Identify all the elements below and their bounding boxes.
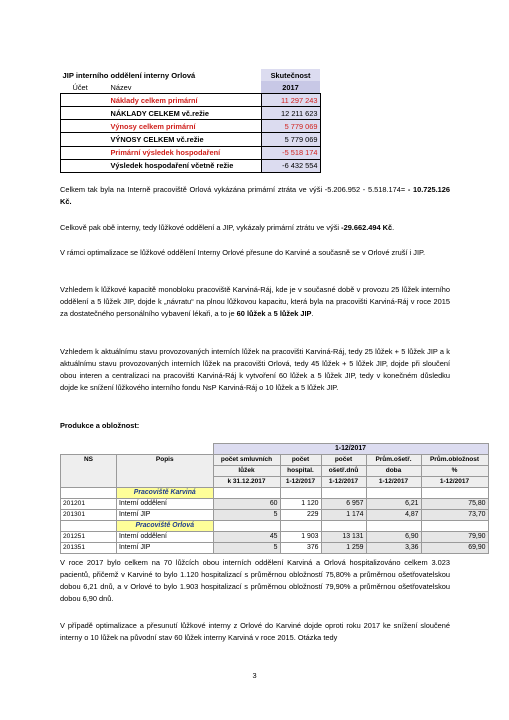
table-row: 201251 Interní oddělení 45 1 903 13 131 6,90 79,90	[61, 532, 489, 543]
jip-economics-table	[60, 69, 321, 173]
section-heading-production: Produkce a obložnost:	[60, 421, 140, 430]
paragraph-merge: Vzhledem k aktuálnímu stavu provozovaných interních lůžek na pracovišti Karviná-Ráj, tedy 25 lůžek + 5 lůžek JIP a k aktuálnímu stavu provozovaných interních lůžek na pracovišti Orlová, tedy 45 lůžek + 5 lůžek JIP, dojde při sloučení obou interen a centralizaci na pracovišti Karviná-Ráj k vytvoření 60 lůžek a 5 lůžek JIP, tedy v konečném důsledku dojde ke snížení lůžkového interního fondu NsP Karviná-Ráj o 10 lůžek a 5 lůžek JIP.	[60, 347, 450, 392]
table-row: Náklady celkem primární 11 297 243	[61, 94, 321, 107]
section-label-karvina: Pracoviště Karviná	[117, 488, 214, 499]
paragraph-optimization: V rámci optimalizace se lůžkové oddělení Interny Orlové přesune do Karviné a současně se v Orlové zruší i JIP.	[60, 248, 426, 257]
table-row: VÝNOSY CELKEM vč.režie 5 779 069	[61, 133, 321, 146]
table-title: JIP interního oddělení interny Orlová	[62, 70, 196, 80]
paragraph-total-loss-both: Celkově pak obě interny, tedy lůžkové oddělení a JIP, vykázaly primární ztrátu ve výši -29.662.494 Kč.	[60, 223, 395, 232]
table-row: Výnosy celkem primární 5 779 069	[61, 120, 321, 133]
page-number: 3	[252, 671, 257, 680]
production-occupancy-table: 1-12/2017 NS Popis počet smluvních počet počet Prům.ošetř. Prům.obložnost lůžek hospital. ošetř.dnů doba % k 31.12.2017 1-12/2017 1-12/2017 1-12/2017 1-12/2017 Pracoviště Karviná 201201 Interní oddělení 60 1 120 6 957 6,21 75,80 201301 Interní JIP 5 229 1 174 4,87 73,70 Pracoviště Orlová 201251 Interní oddělení 45 1 903 13 131 6,90 79,90 201351 Interní JIP 5 376 1 259 3,36 69,90	[60, 443, 489, 554]
table-row: 201301 Interní JIP 5 229 1 174 4,87 73,70	[61, 510, 489, 521]
paragraph-optimization-reduction: V případě optimalizace a přesunutí lůžkové interny z Orlové do Karviné dojde oproti roku 2017 ke snížení sloučené interny o 10 lůžek na původní stav 60 lůžek interny Karviná v roce 2015. Otázka tedy	[60, 621, 450, 642]
column-header-name: Název	[110, 82, 132, 92]
column-header-ns: NS	[61, 455, 117, 488]
table-row: Primární výsledek hospodaření -5 518 174	[61, 146, 321, 159]
column-header-year: 2017	[261, 81, 320, 94]
column-header-popis: Popis	[117, 455, 214, 488]
column-header-actual: Skutečnost	[261, 69, 320, 81]
table-row: NÁKLADY CELKEM vč.režie 12 211 623	[61, 107, 321, 120]
paragraph-total-loss-orlova: Celkem tak byla na Interně pracoviště Orlová vykázána primární ztráta ve výši -5.206.952 - 5.518.174= - 10.725.126 Kč.	[60, 185, 450, 206]
table-row: 201201 Interní oddělení 60 1 120 6 957 6,21 75,80	[61, 499, 489, 510]
column-header-account: Účet	[72, 82, 88, 92]
period-header: 1-12/2017	[213, 444, 488, 455]
table-row: Výsledek hospodaření včetně režie -6 432 554	[61, 159, 321, 172]
section-label-orlova: Pracoviště Orlová	[117, 521, 214, 532]
paragraph-capacity: Vzhledem k lůžkové kapacitě monobloku pracoviště Karviná-Ráj, kde je v současné době v provozu 25 lůžek interního oddělení a 5 lůžek JIP, dojde k „návratu“ na plnou lůžkovou kapacitu, která byla na pracovišti Karviná-Ráj v roce 2015 za dostatečného personálního vybavení lékaři, a to je 60 lůžek a 5 lůžek JIP.	[60, 285, 450, 318]
table-row: 201351 Interní JIP 5 376 1 259 3,36 69,90	[61, 543, 489, 554]
paragraph-production-2017: V roce 2017 bylo celkem na 70 lůžcích obou interních oddělení Karviná a Orlová hospitalizováno celkem 3.023 pacientů, přičemž v Karviné to bylo 1.120 hospitalizací s průměrnou obložností 75,80% a průměrnou ošetřovatelskou dobou 6,21 dnů, a v Orlové to bylo 1.903 hospitalizací s průměrnou obložností 79,90% a průměrnou ošetřovatelskou dobou 6,90 dnů.	[60, 558, 450, 603]
